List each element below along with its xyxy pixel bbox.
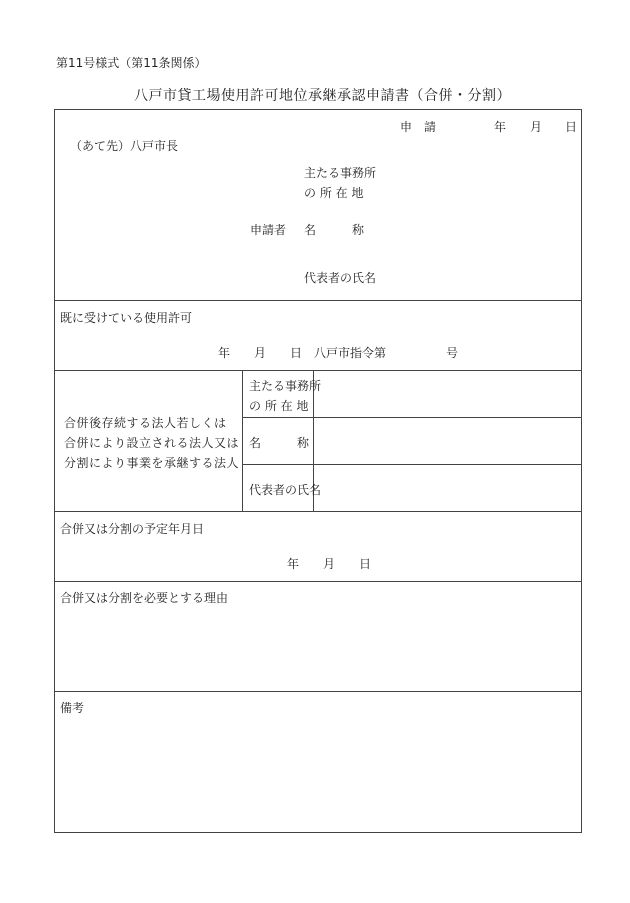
- successor-office-label-line2: の 所 在 地: [249, 399, 309, 413]
- page-title: 八戸市貸工場使用許可地位承継承認申請書（合併・分割）: [134, 88, 511, 104]
- divider: [242, 370, 243, 511]
- successor-representative-label: 代表者の氏名: [249, 483, 322, 497]
- scheduled-date-line: 年 月 日: [287, 557, 372, 571]
- remarks-label: 備考: [60, 701, 85, 715]
- application-label: 申 請: [400, 120, 437, 134]
- divider: [242, 464, 582, 465]
- year-label: 年: [494, 120, 507, 134]
- office-label-line1: 主たる事務所: [304, 166, 377, 180]
- office-label-line2: の 所 在 地: [304, 186, 364, 200]
- name-label: 名 称: [304, 223, 365, 237]
- reason-label: 合併又は分割を必要とする理由: [60, 591, 229, 605]
- existing-permit-date-line: 年 月 日 八戸市指令第 号: [218, 346, 459, 360]
- divider: [242, 417, 582, 418]
- day-label: 日: [565, 120, 578, 134]
- existing-permit-label: 既に受けている使用許可: [60, 311, 193, 325]
- representative-label: 代表者の氏名: [304, 271, 377, 285]
- successor-label-line: 合併後存続する法人若しくは: [64, 416, 227, 430]
- divider: [54, 691, 582, 692]
- divider: [54, 511, 582, 512]
- divider: [54, 581, 582, 582]
- applicant-label: 申請者: [250, 223, 287, 237]
- divider: [54, 300, 582, 301]
- successor-office-label-line1: 主たる事務所: [249, 379, 322, 393]
- divider: [54, 370, 582, 371]
- successor-label: [64, 413, 240, 473]
- successor-label-line: 合併により設立される法人又は: [64, 436, 240, 450]
- successor-name-label: 名 称: [249, 436, 310, 450]
- addressee: （あて先）八戸市長: [70, 139, 179, 153]
- successor-label-line: 分割により事業を承継する法人: [64, 456, 240, 470]
- month-label: 月: [530, 120, 543, 134]
- scheduled-date-label: 合併又は分割の予定年月日: [60, 522, 205, 536]
- form-number: 第11号様式（第11条関係）: [56, 56, 207, 70]
